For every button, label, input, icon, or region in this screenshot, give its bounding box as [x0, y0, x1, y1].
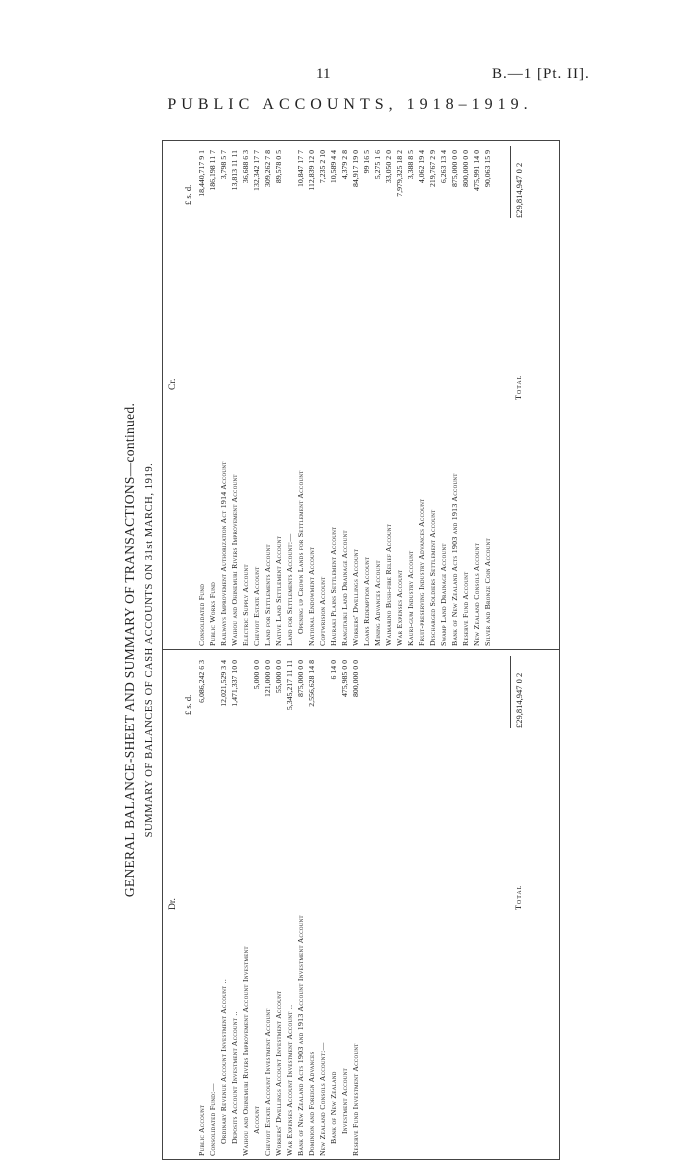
cr-row-label: Silver and Bronze Coin Account	[483, 538, 492, 646]
page-number: 11	[316, 66, 331, 82]
cr-row	[196, 150, 207, 646]
cr-row-label: Public Works Fund	[208, 581, 217, 646]
dr-row-amount: 6 14 0	[329, 660, 338, 680]
dr-row-amount: 800,000 0 0	[351, 660, 360, 698]
cr-row-label: Rangitaiki Land Drainage Account	[340, 530, 349, 646]
cr-row-label: Kauri-gum Industry Account	[406, 550, 415, 646]
dr-row	[328, 660, 339, 1156]
cr-row-amount: 33,050 2 0	[384, 150, 393, 184]
cr-row-amount: 84,917 19 0	[351, 150, 360, 188]
dr-row-label: Deposits Account Investment Account ..	[230, 1011, 239, 1144]
cr-row	[328, 150, 339, 646]
cr-row-amount: 5,275 1 6	[373, 150, 382, 180]
dr-row-label: Reserve Fund Investment Account	[351, 1043, 360, 1156]
cr-row	[416, 150, 427, 646]
rotated-balance-sheet	[120, 140, 590, 1160]
dr-row	[240, 660, 251, 1156]
cr-row-amount: 112,839 12 0	[307, 150, 316, 191]
cr-row	[262, 150, 273, 646]
dr-row-amount: 475,985 0 0	[340, 660, 349, 698]
cr-row	[449, 150, 460, 646]
cr-currency-header: £ s. d.	[183, 184, 193, 205]
cr-total-rule	[510, 146, 511, 218]
cr-row	[317, 150, 328, 646]
balance-table	[162, 140, 560, 1160]
cr-row	[218, 150, 229, 646]
cr-row	[394, 150, 405, 646]
cr-row-label: New Zealand Consols Account	[472, 542, 481, 646]
cr-row-label: Land for Settlements Account:—	[285, 533, 294, 646]
cr-row-label: Reserve Fund Account	[461, 571, 470, 646]
dr-total-label: Total	[514, 884, 523, 910]
cr-row-amount: 875,000 0 0	[450, 150, 459, 188]
cr-row	[295, 150, 306, 646]
cr-row	[284, 150, 295, 646]
cr-row-label: Swamp Land Drainage Account	[439, 543, 448, 646]
dr-row-amount: 6,086,242 6 3	[197, 660, 206, 703]
dr-row	[295, 660, 306, 1156]
dr-total-rule	[510, 656, 511, 728]
dr-row-label: Waihou and Ohinemuri Rivers Improvement Account Investment	[241, 946, 250, 1156]
cr-row-label: Workers' Dwellings Account	[351, 548, 360, 646]
cr-row-amount: 90,063 15 9	[483, 150, 492, 188]
cr-row	[405, 150, 416, 646]
cr-row-amount: 219,767 2 9	[428, 150, 437, 188]
cr-row-label: Coptwrision Account	[318, 576, 327, 646]
cr-row	[482, 150, 493, 646]
cr-row-label: Bank of New Zealand Acts 1903 and 1913 Account	[450, 473, 459, 646]
dr-row-amount: 5,000 0 0	[252, 660, 261, 690]
cr-row-amount: 3,798 5 7	[219, 150, 228, 180]
cr-row-amount: 13,813 11 11	[230, 150, 239, 191]
cr-row-label: Cheviot Estate Account	[252, 566, 261, 646]
cr-row-amount: 99 16 5	[362, 150, 371, 174]
dr-row-label: Workers' Dwellings Account Investment Account	[274, 990, 283, 1156]
dr-row-label: New Zealand Consols Account:—	[318, 1042, 327, 1156]
cr-row-amount: 475,991 14 0	[472, 150, 481, 191]
dr-row	[339, 660, 350, 1156]
cr-row	[471, 150, 482, 646]
cr-row	[229, 150, 240, 646]
cr-row-label: Native Land Settlement Account	[274, 535, 283, 646]
dr-row-amount: 12,021,529 3 4	[219, 660, 228, 707]
cr-row	[306, 150, 317, 646]
cr-row-label: National Endowment Account	[307, 546, 316, 646]
dr-row-amount: 1,471,337 10 0	[230, 660, 239, 707]
dr-row-label: Cheviot Estate Account Investment Account	[263, 1008, 272, 1156]
cr-row	[207, 150, 218, 646]
dr-row	[218, 660, 229, 1156]
cr-row-label: Loans Redemption Account	[362, 556, 371, 646]
cr-row-label: Electric Supply Account	[241, 564, 250, 646]
table-top-rule	[162, 140, 163, 1160]
cr-row-amount: 6,263 13 4	[439, 150, 448, 184]
cr-row-amount: 132,342 17 7	[252, 150, 261, 191]
dr-row-label: Bank of New Zealand Acts 1903 and 1913 Account Investment Account	[296, 915, 305, 1156]
cr-row	[361, 150, 372, 646]
cr-row-label: Waimarino Bush-fire Relief Account	[384, 523, 393, 646]
table-title: GENERAL BALANCE-SHEET AND SUMMARY OF TRANSACTIONS—continued.	[122, 402, 137, 898]
dr-row-amount: 121,000 0 0	[263, 660, 272, 698]
cr-row	[427, 150, 438, 646]
cr-row-label: Hauraki Plains Settlement Account	[329, 526, 338, 646]
table-bottom-rule	[559, 140, 560, 1160]
dr-row-label: Bank of New Zealand	[329, 1071, 338, 1144]
dr-row-label: Dominion and Foreign Advances	[307, 1051, 316, 1156]
cr-row-label: Land for Settlements Account	[263, 544, 272, 646]
dr-heading: Dr.	[168, 898, 178, 910]
dr-row-label: Public Account	[197, 1104, 206, 1156]
cr-row-amount: 4,379 2 8	[340, 150, 349, 180]
cr-row-label: Opening up Crown Lands for Settlement Account	[296, 470, 305, 634]
cr-row-amount: 309,262 7 8	[263, 150, 272, 188]
dr-row	[273, 660, 284, 1156]
cr-row	[438, 150, 449, 646]
cr-row-amount: 186,198 11 7	[208, 150, 217, 191]
dr-row-amount: 55,000 0 0	[274, 660, 283, 694]
cr-row-amount: 7,235 2 10	[318, 150, 327, 184]
cr-row-amount: 36,688 6 3	[241, 150, 250, 184]
cr-row-amount: 89,578 0 5	[274, 150, 283, 184]
cr-row-amount: 18,440,717 9 1	[197, 150, 206, 197]
cr-row-amount: 3,388 8 5	[406, 150, 415, 180]
dr-row	[196, 660, 207, 1156]
dr-row	[262, 660, 273, 1156]
cr-row	[273, 150, 284, 646]
cr-row-amount: 10,589 4 4	[329, 150, 338, 184]
cr-row-label: Fruit-preserving Industry Advances Account	[417, 498, 426, 646]
cr-heading: Cr.	[168, 378, 178, 390]
cr-row-label: Consolidated Fund	[197, 583, 206, 646]
dr-currency-header: £ s. d.	[183, 694, 193, 715]
cr-total-label: Total	[514, 374, 523, 400]
table-left-rule	[162, 1159, 560, 1160]
document-reference: B.—1 [Pt. II].	[492, 66, 590, 82]
table-subtitle: SUMMARY OF BALANCES OF CASH ACCOUNTS ON 31st MARCH, 1919.	[144, 462, 155, 838]
cr-row-label: Discharged Soldiers Settlement Account	[428, 509, 437, 646]
table-center-rule	[162, 649, 560, 650]
cr-row-amount: 4,062 19 4	[417, 150, 426, 184]
dr-row	[284, 660, 295, 1156]
cr-row-label: War Expenses Account	[395, 569, 404, 646]
cr-row-amount: 7,979,325 18 2	[395, 150, 404, 197]
dr-row-label: Account	[252, 1105, 261, 1134]
dr-total-amount: £29,814,947 0 2	[514, 672, 524, 728]
cr-row-label: Waihou and Ohinemuri Rivers Improvement Account	[230, 474, 239, 646]
cr-row	[372, 150, 383, 646]
dr-row	[207, 660, 218, 1156]
dr-row-label: Consolidated Fund:—	[208, 1083, 217, 1156]
dr-row	[229, 660, 240, 1156]
dr-row	[306, 660, 317, 1156]
page-heading: PUBLIC ACCOUNTS, 1918–1919.	[167, 96, 533, 113]
cr-row-label: Railways Improvement Authorization Act 1914 Account	[219, 461, 228, 646]
cr-total-amount: £29,814,947 0 2	[514, 162, 524, 218]
dr-row-amount: 875,000 0 0	[296, 660, 305, 698]
cr-row	[460, 150, 471, 646]
cr-row	[383, 150, 394, 646]
cr-row	[339, 150, 350, 646]
dr-row-label: Ordinary Revenue Account Investment Account ..	[219, 978, 228, 1144]
cr-row-label: Mining Advances Account	[373, 560, 382, 646]
table-right-rule	[162, 140, 560, 141]
dr-row	[317, 660, 328, 1156]
dr-row	[350, 660, 361, 1156]
cr-row	[251, 150, 262, 646]
cr-row-amount: 800,000 0 0	[461, 150, 470, 188]
cr-row-amount: 10,847 17 7	[296, 150, 305, 188]
dr-row-amount: 5,345,217 11 11	[285, 660, 294, 711]
dr-row-label: Investment Account	[340, 1068, 349, 1134]
dr-row	[251, 660, 262, 1156]
cr-row	[350, 150, 361, 646]
dr-row-amount: 2,556,628 14 8	[307, 660, 316, 707]
cr-row	[240, 150, 251, 646]
dr-row-label: War Expenses Account Investment Account ..	[285, 1004, 294, 1156]
